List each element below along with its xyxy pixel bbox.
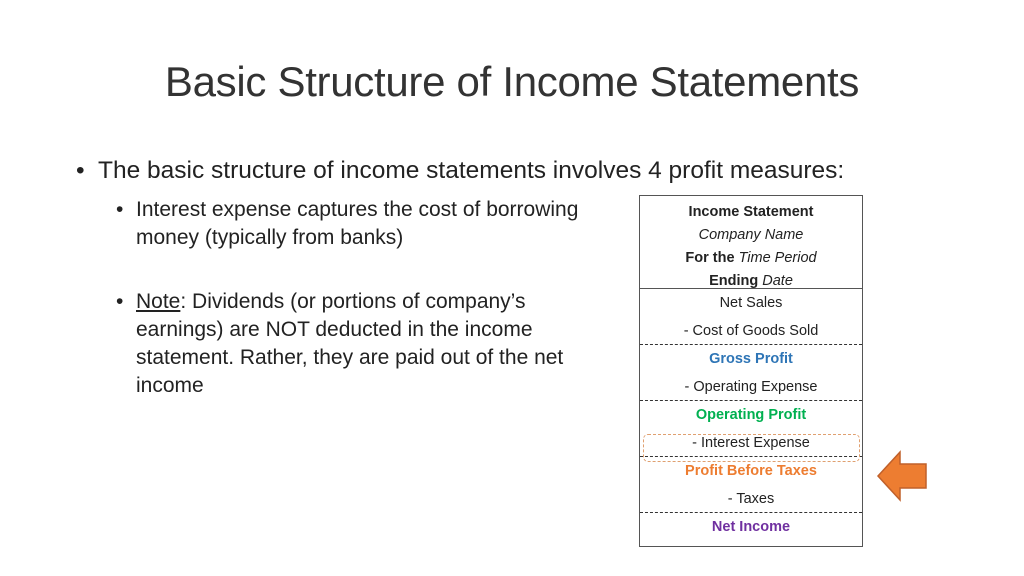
note-body: : Dividends (or portions of company’s earnings) are NOT deducted in the income statement. Rather, they are paid out of the net income	[136, 290, 564, 397]
row-operating-profit: Operating Profit	[695, 407, 807, 423]
income-statement-table	[639, 195, 863, 547]
sub-bullet-interest-text: Interest expense captures the cost of borrowing money (typically from banks)	[136, 198, 579, 249]
sub-bullet-interest	[116, 196, 636, 252]
slide-title: Basic Structure of Income Statements	[164, 58, 860, 105]
bullet-dot: •	[116, 198, 124, 221]
row-interest-expense: - Interest Expense	[640, 429, 862, 457]
company-name: Company Name	[698, 227, 804, 243]
bullet-dot: •	[76, 157, 85, 184]
bullet-dot: •	[116, 290, 124, 313]
row-gross-profit: Gross Profit	[709, 351, 793, 367]
interest-expense-highlight	[643, 434, 860, 462]
row-operating-expense: - Operating Expense	[640, 373, 862, 401]
sub-bullet-note	[116, 288, 586, 400]
statement-header	[640, 196, 862, 289]
ending-line: Ending Date	[709, 273, 793, 289]
row-net-sales: Net Sales	[719, 295, 783, 311]
statement-title: Income Statement	[688, 204, 814, 220]
period-line: For the Time Period	[685, 250, 817, 266]
sub-bullet-note-text	[136, 288, 586, 400]
left-arrow-icon	[876, 450, 928, 502]
row-profit-before-taxes: Profit Before Taxes	[685, 463, 817, 479]
note-label: Note	[136, 290, 181, 313]
row-cogs: - Cost of Goods Sold	[640, 317, 862, 345]
main-bullet-text: The basic structure of income statements involves 4 profit measures:	[98, 157, 845, 184]
row-taxes: - Taxes	[640, 485, 862, 513]
row-net-income: Net Income	[711, 519, 791, 535]
main-bullet	[76, 157, 976, 185]
